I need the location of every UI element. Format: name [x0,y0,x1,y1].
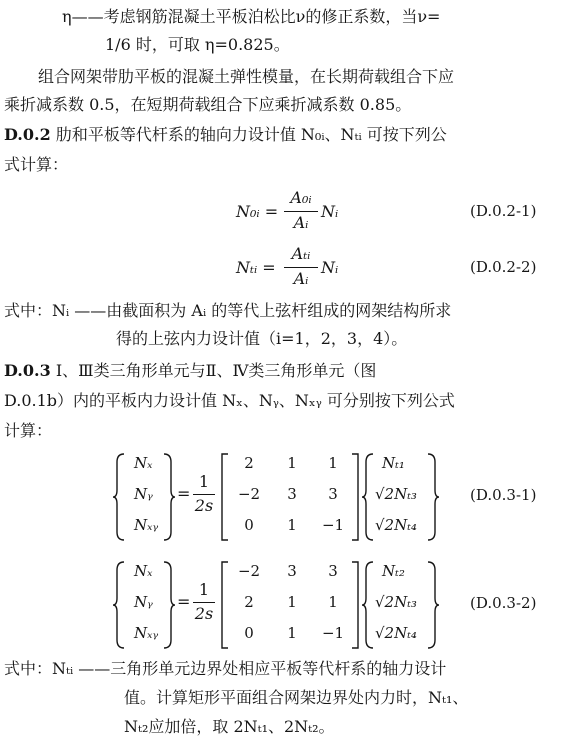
clause-d02 [4,124,447,146]
eq2-lhs: Nₜᵢ = [236,258,276,277]
eq3-m33: −1 [321,516,345,534]
eta-definition-line-1: η——考虑钢筋混凝土平板泊松比ν的修正系数，当ν= [62,7,441,26]
eq4-coef-numerator: 1 [198,580,210,599]
eta-definition-line-2: 1/6 时，可取 η=0.825。 [105,35,290,54]
clause-d02-text: 肋和平板等代杆系的轴向力设计值 N₀ᵢ、Nₜᵢ 可按下列公 [55,125,447,144]
clause-d02-number: D.0.2 [4,125,51,144]
eq4-lhs-nx: Nₓ [134,562,153,580]
eq3-rhs-left-brace-icon [361,452,375,542]
eq4-lhs-right-brace-icon [162,560,176,650]
eq3-m11: 2 [244,454,254,472]
eq3-number: (D.0.3-1) [470,486,537,504]
eq3-m32: 1 [287,516,297,534]
eq2-denominator: Aᵢ [293,269,309,288]
eq4-rhs-nt4: √2Nₜ₄ [375,624,417,642]
where-clause-2-line-2: 值。计算矩形平面组合网架边界处内力时，Nₜ₁、 [124,688,469,707]
eq3-m23: 3 [328,485,338,503]
eq2-number: (D.0.2-2) [470,258,537,276]
eq3-coef-denominator: 2s [194,496,214,515]
eq4-coef-bar [193,602,215,603]
eq3-coef-bar [193,494,215,495]
eq1-denominator: Aᵢ [293,213,309,232]
eq4-m33: −1 [321,624,345,642]
eq3-lhs-right-brace-icon [162,452,176,542]
eq4-rhs-nt3: √2Nₜ₃ [375,593,417,611]
modulus-paragraph-line-2: 乘折减系数 0.5，在短期荷载组合下应乘折减系数 0.85。 [4,95,412,114]
eq4-rhs-nt2: Nₜ₂ [382,562,405,580]
eq2-fraction-bar [284,267,318,268]
eq3-m13: 1 [328,454,338,472]
eq4-m31: 0 [244,624,254,642]
eq4-rhs-right-brace-icon [426,560,440,650]
eq3-rhs-nt3: √2Nₜ₃ [375,485,417,503]
eq1-lhs: N₀ᵢ = [236,202,279,221]
where-clause-2-line-1: 式中：Nₜᵢ ——三角形单元边界处相应平板等代杆系的轴力设计 [4,659,447,678]
where-clause-1-line-1: 式中：Nᵢ ——由截面积为 Aᵢ 的等代上弦杆组成的网架结构所求 [4,301,452,320]
eq4-m21: 2 [244,593,254,611]
eq1-number: (D.0.2-1) [470,202,537,220]
eq3-m22: 3 [287,485,297,503]
eq3-m31: 0 [244,516,254,534]
eq3-lhs-nxy: Nₓᵧ [134,516,159,534]
eq4-m12: 3 [287,562,297,580]
eq4-right-bracket-icon [350,560,360,650]
eq4-left-brace-icon [112,560,126,650]
eq2-numerator: Aₜᵢ [291,244,311,263]
modulus-paragraph-line-1: 组合网架带肋平板的混凝土弹性模量，在长期荷载组合下应 [38,67,455,86]
eq4-m11: −2 [237,562,261,580]
eq3-rhs-nt1: Nₜ₁ [382,454,405,472]
where-clause-1-line-2: 得的上弦内力设计值（i=1，2，3，4）。 [116,329,408,348]
eq3-left-bracket-icon [220,452,230,542]
eq4-left-bracket-icon [220,560,230,650]
eq3-coef-numerator: 1 [198,472,210,491]
eq4-m22: 1 [287,593,297,611]
eq4-m13: 3 [328,562,338,580]
eq4-rhs-left-brace-icon [361,560,375,650]
eq1-fraction-bar [284,211,318,212]
eq4-number: (D.0.3-2) [470,594,537,612]
clause-d03-number: D.0.3 [4,361,51,380]
clause-d03-text: Ⅰ、Ⅲ类三角形单元与Ⅱ、Ⅳ类三角形单元（图 [55,361,377,380]
eq3-equals: = [177,484,191,503]
eq4-coef-denominator: 2s [194,604,214,623]
clause-d03-line-3: 计算： [4,421,53,440]
eq3-rhs-right-brace-icon [426,452,440,542]
eq3-left-brace-icon [112,452,126,542]
eq2-rhs: Nᵢ [321,258,339,277]
eq1-numerator: A₀ᵢ [290,188,312,207]
eq4-m32: 1 [287,624,297,642]
eq3-lhs-nx: Nₓ [134,454,153,472]
eq1-rhs: Nᵢ [321,202,339,221]
clause-d02-continuation: 式计算： [4,155,69,174]
eq4-lhs-ny: Nᵧ [134,593,153,611]
eq3-m21: −2 [237,485,261,503]
eq3-rhs-nt4: √2Nₜ₄ [375,516,417,534]
eq3-m12: 1 [287,454,297,472]
clause-d03 [4,360,376,382]
clause-d03-line-2: D.0.1b）内的平板内力设计值 Nₓ、Nᵧ、Nₓᵧ 可分别按下列公式 [4,391,455,410]
eq4-m23: 1 [328,593,338,611]
eq3-right-bracket-icon [350,452,360,542]
eq4-lhs-nxy: Nₓᵧ [134,624,159,642]
eq4-equals: = [177,592,191,611]
eq3-lhs-ny: Nᵧ [134,485,153,503]
where-clause-2-line-3: Nₜ₂应加倍，取 2Nₜ₁、2Nₜ₂。 [124,717,335,736]
